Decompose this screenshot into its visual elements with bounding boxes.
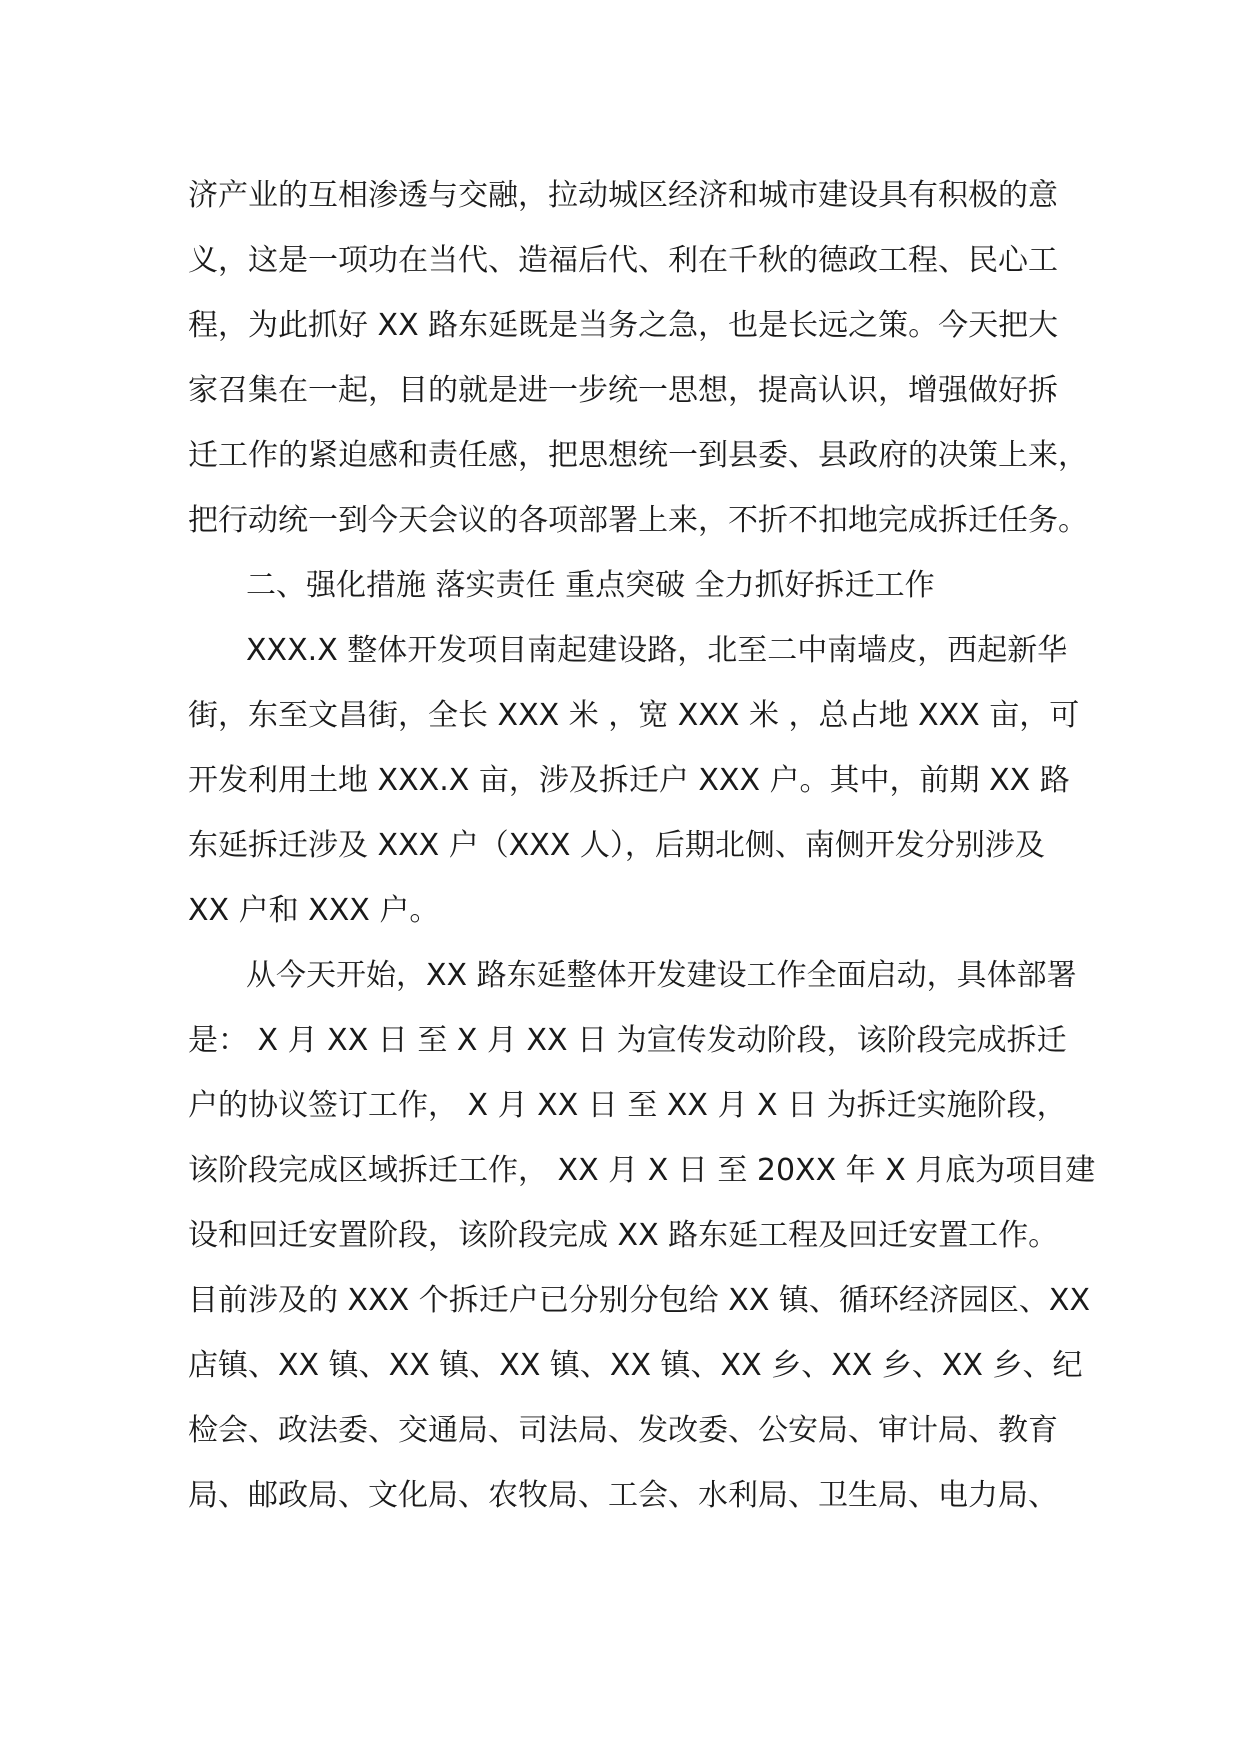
paragraph-line: 该阶段完成区域拆迁工作， XX 月 X 日 至 20XX 年 X 月底为项目建 [188, 1153, 1096, 1188]
paragraph-line: 济产业的互相渗透与交融，拉动城区经济和城市建设具有积极的意 [188, 178, 1058, 213]
paragraph-line: 开发利用土地 XXX.X 亩，涉及拆迁户 XXX 户。其中，前期 XX 路 [188, 763, 1070, 798]
paragraph-line: 迁工作的紧迫感和责任感，把思想统一到县委、县政府的决策上来， [188, 438, 1088, 473]
paragraph-line: 局、邮政局、文化局、农牧局、工会、水利局、卫生局、电力局、 [188, 1478, 1058, 1513]
paragraph-line: 设和回迁安置阶段，该阶段完成 XX 路东延工程及回迁安置工作。 [188, 1218, 1059, 1253]
paragraph-line: XXX.X 整体开发项目南起建设路，北至二中南墙皮，西起新华 [246, 633, 1068, 668]
document-body [188, 163, 1096, 1528]
paragraph-line: 街，东至文昌街，全长 XXX 米 ，宽 XXX 米 ，总占地 XXX 亩，可 [188, 698, 1080, 733]
paragraph-line: XX 户和 XXX 户。 [188, 893, 440, 928]
paragraph-line: 家召集在一起，目的就是进一步统一思想，提高认识，增强做好拆 [188, 373, 1058, 408]
paragraph-line: 店镇、XX 镇、XX 镇、XX 镇、XX 镇、XX 乡、XX 乡、XX 乡、纪 [188, 1348, 1083, 1383]
paragraph-line: 义，这是一项功在当代、造福后代、利在千秋的德政工程、民心工 [188, 243, 1058, 278]
paragraph-line: 户的协议签订工作， X 月 XX 日 至 XX 月 X 日 为拆迁实施阶段， [188, 1088, 1067, 1123]
paragraph-line: 把行动统一到今天会议的各项部署上来，不折不扣地完成拆迁任务。 [188, 503, 1088, 538]
paragraph-line: 检会、政法委、交通局、司法局、发改委、公安局、审计局、教育 [188, 1413, 1058, 1448]
paragraph-line: 目前涉及的 XXX 个拆迁户已分别分包给 XX 镇、循环经济园区、XX [188, 1283, 1091, 1318]
paragraph-line: 从今天开始，XX 路东延整体开发建设工作全面启动，具体部署 [246, 958, 1077, 993]
paragraph-line: 程，为此抓好 XX 路东延既是当务之急，也是长远之策。今天把大 [188, 308, 1059, 343]
paragraph-line: 东延拆迁涉及 XXX 户（XXX 人），后期北侧、南侧开发分别涉及 [188, 828, 1045, 863]
section-heading: 二、强化措施 落实责任 重点突破 全力抓好拆迁工作 [246, 568, 935, 603]
paragraph-line: 是： X 月 XX 日 至 X 月 XX 日 为宣传发动阶段，该阶段完成拆迁 [188, 1023, 1067, 1058]
